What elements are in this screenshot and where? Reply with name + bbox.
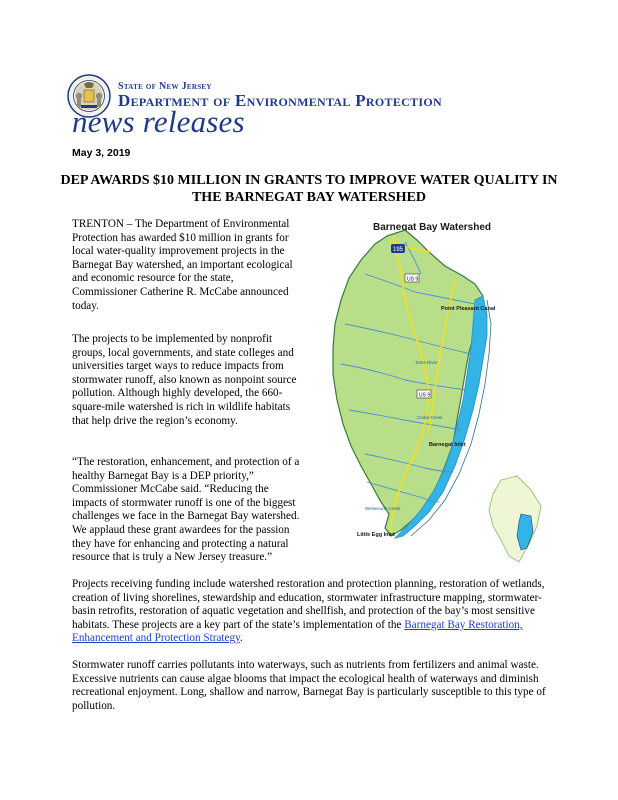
release-date: May 3, 2019: [72, 147, 131, 159]
route-us9-shield-north: [405, 274, 419, 283]
route-i195-shield: [391, 244, 405, 253]
headline: DEP AWARDS $10 MILLION IN GRANTS TO IMPROVE WATER QUALITY IN THE BARNEGAT BAY WATERSHED: [60, 173, 558, 205]
paragraph-stormwater: Stormwater runoff carries pollutants into waterways, such as nutrients from fertilizers and animal waste. Excessive nutrients can cause algae blooms that impact the ecological health of waterways and diminish recreational enjoyment. Long, shallow and narrow, Barnegat Bay is particularly susceptible to this type of pollution.: [72, 659, 546, 712]
strategy-link[interactable]: Barnegat Bay Restoration, Enhancement and Protection Strategy: [72, 618, 523, 645]
label-little-egg-inlet: Little Egg Inlet: [357, 532, 395, 538]
label-barnegat-inlet: Barnegat Inlet: [429, 442, 466, 448]
department-name: Department of Environmental Protection: [118, 91, 442, 110]
section-title: news releases: [72, 104, 245, 139]
label-toms-river: Toms River: [415, 360, 438, 365]
svg-text:US 9: US 9: [419, 392, 431, 399]
state-name: State of New Jersey: [118, 81, 212, 92]
route-us9-shield-south: [417, 390, 431, 399]
label-cedar-creek: Cedar Creek: [417, 415, 443, 420]
paragraph-funding-text: Projects receiving funding include watershed restoration and protection planning, restoration of wetlands, creation of living shorelines, stewardship and education, stormwater infrastructure mapping, stormwater-basin retrofits, restoration of aquatic vegetation and shellfish, and protection of the bay’s most sensitive habitats. These projects are a key part of the state’s implementation of the: [72, 578, 545, 631]
map-title: Barnegat Bay Watershed: [373, 222, 491, 233]
label-point-pleasant-canal: Point Pleasant Canal: [441, 306, 496, 312]
label-westecunk-creek: Westecunk Creek: [365, 506, 401, 511]
svg-text:195: 195: [393, 247, 404, 253]
svg-text:US 9: US 9: [407, 276, 419, 283]
paragraph-projects: The projects to be implemented by nonprofit groups, local governments, and state colleges and universities target ways to reduce impacts from stormwater runoff, also known as nonpoint source pollution. Although highly developed, the 660-square-mile watershed is rich in wildlife habitats that help drive the region’s economy.: [72, 333, 297, 427]
paragraph-quote: “The restoration, enhancement, and protection of a healthy Barnegat Bay is a DEP priority,” Commissioner McCabe said. “Reducing the impacts of stormwater runoff is one of the biggest challenges we face in the Barnegat Bay watershed. We applaud these grant awardees for the passion they have for enhancing and protecting a natural resource that is truly a New Jersey treasure.”: [72, 456, 300, 564]
paragraph-funding-end: .: [239, 632, 243, 645]
paragraph-funding: [72, 578, 550, 646]
paragraph-intro: TRENTON – The Department of Environmental Protection has awarded $10 million in grants for local water-quality improvement projects in the Barnegat Bay watershed, an important ecological and economic resource for the state, Commissioner Catherine R. McCabe announced today.: [72, 218, 293, 312]
watershed-map: [305, 214, 570, 574]
